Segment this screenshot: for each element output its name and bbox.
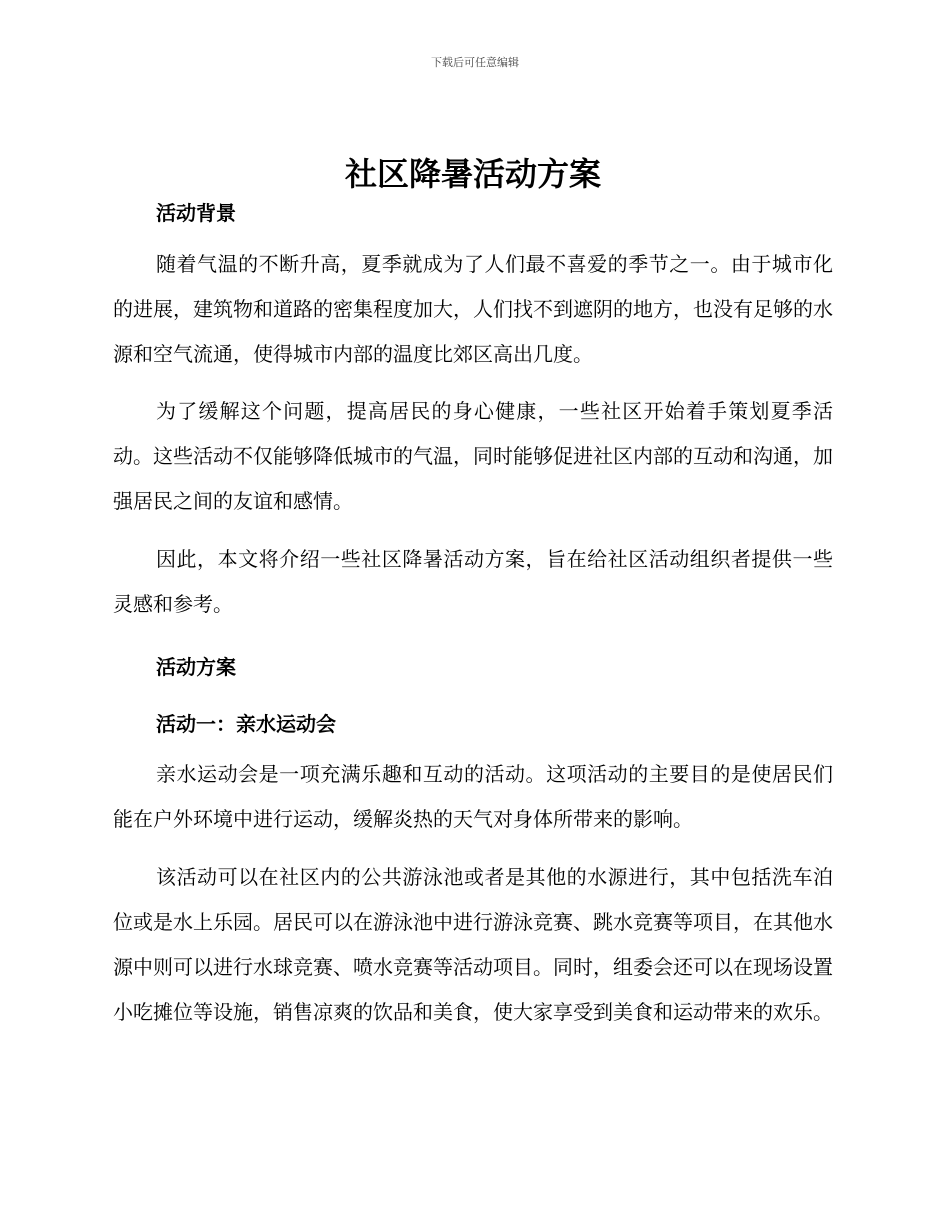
- paragraph-background-3: 因此，本文将介绍一些社区降暑活动方案，旨在给社区活动组织者提供一些灵感和参考。: [113, 547, 833, 616]
- paragraph-background-1: 随着气温的不断升高，夏季就成为了人们最不喜爱的季节之一。由于城市化的进展，建筑物和道路的密集程度加大，人们找不到遮阴的地方，也没有足够的水源和空气流通，使得城市内部的温度比郊区高出几度。: [113, 252, 833, 366]
- page-header-note: 下载后可任意编辑: [431, 56, 519, 69]
- subsection-heading-activity-1: 活动一：亲水运动会: [156, 712, 336, 736]
- paragraph-background-2: 为了缓解这个问题，提高居民的身心健康，一些社区开始着手策划夏季活动。这些活动不仅能够降低城市的气温，同时能够促进社区内部的互动和沟通，加强居民之间的友谊和感情。: [113, 399, 833, 513]
- document-body: [113, 148, 833, 1035]
- paragraph-activity-1-2: 该活动可以在社区内的公共游泳池或者是其他的水源进行，其中包括洗车泊位或是水上乐园。居民可以在游泳池中进行游泳竞赛、跳水竞赛等项目，在其他水源中则可以进行水球竞赛、喷水竞赛等活动项目。同时，组委会还可以在现场设置小吃摊位等设施，销售凉爽的饮品和美食，使大家享受到美食和运动带来的欢乐。: [113, 865, 833, 1024]
- section-heading-background: 活动背景: [156, 201, 236, 225]
- paragraph-activity-1-1: 亲水运动会是一项充满乐趣和互动的活动。这项活动的主要目的是使居民们能在户外环境中进行运动，缓解炎热的天气对身体所带来的影响。: [113, 762, 833, 831]
- section-heading-plan: 活动方案: [156, 655, 236, 679]
- document-title: 社区降暑活动方案: [344, 155, 601, 193]
